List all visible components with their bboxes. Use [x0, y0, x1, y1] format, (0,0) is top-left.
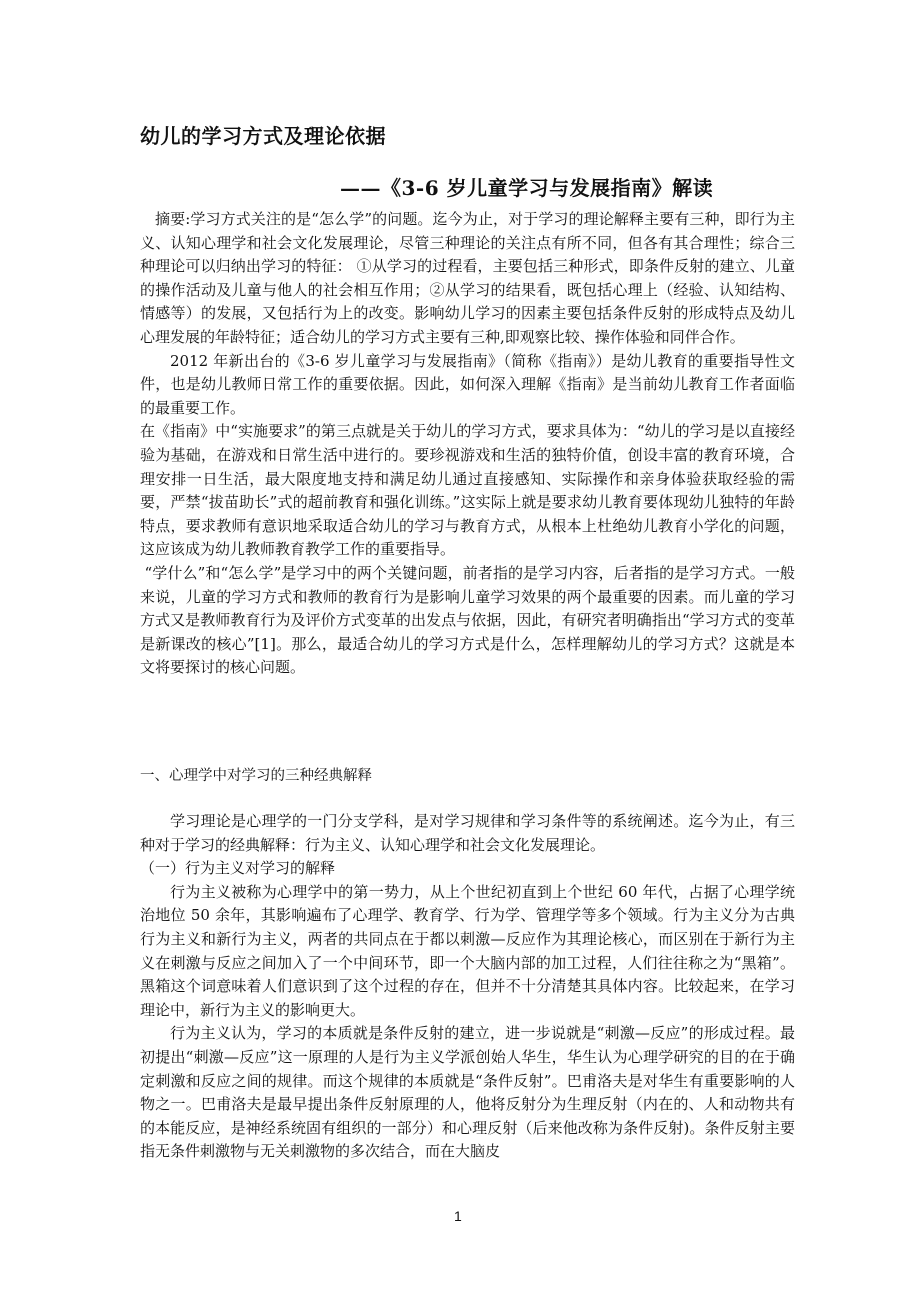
intro-paragraph-3: “学什么”和“怎么学”是学习中的两个关键问题，前者指的是学习内容，后者指的是学习方式。一般来说，儿童的学习方式和教师的教育行为是影响儿童学习效果的两个最重要的因素。而儿童的学习方式又是教师教育行为及评价方式变革的出发点与依据，因此，有研究者明确指出“学习方式的变革是新课改的核心”[1]。那么，最适合幼儿的学习方式是什么，怎样理解幼儿的学习方式？这就是本文将要探讨的核心问题。	[140, 563, 795, 677]
subsection-1-paragraph-1: 行为主义被称为心理学中的第一势力，从上个世纪初直到上个世纪 60 年代，占据了心理学统治地位 50 余年，其影响遍布了心理学、教育学、行为学、管理学等多个领域。行为主义分为古典行为主义和新行为主义，两者的共同点在于都以刺激—反应作为其理论核心，而区别在于新行为主义在刺激与反应之间加入了一个中间环节，即一个大脑内部的加工过程，人们往往称之为“黑箱”。黑箱这个词意味着人们意识到了这个过程的存在，但并不十分清楚其具体内容。比较起来，在学习理论中，新行为主义的影响更大。	[140, 882, 795, 1019]
page-number: 1	[454, 1208, 462, 1224]
section-heading-1: 一、心理学中对学习的三种经典解释	[140, 768, 372, 784]
document-title: 幼儿的学习方式及理论依据	[140, 124, 386, 148]
abstract-block	[140, 208, 795, 680]
section-1-paragraph-1: 学习理论是心理学的一门分支学科，是对学习规律和学习条件等的系统阐述。迄今为止，有三种对于学习的经典解释：行为主义、认知心理学和社会文化发展理论。	[140, 812, 795, 854]
intro-paragraph-1: 2012 年新出台的《3-6 岁儿童学习与发展指南》（简称《指南》）是幼儿教育的重要指导性文件，也是幼儿教师日常工作的重要依据。因此，如何深入理解《指南》是当前幼儿教育工作者面临的最重要工作。	[140, 351, 795, 417]
abstract-paragraph: 摘要:学习方式关注的是“怎么学”的问题。迄今为止，对于学习的理论解释主要有三种，即行为主义、认知心理学和社会文化发展理论，尽管三种理论的关注点有所不同，但各有其合理性；综合三种理论可以归纳出学习的特征： ①从学习的过程看，主要包括三种形式，即条件反射的建立、儿童的操作活动及儿童与他人的社会相互作用；②从学习的结果看，既包括心理上（经验、认知结构、情感等）的发展，又包括行为上的改变。影响幼儿学习的因素主要包括条件反射的形成特点及幼儿心理发展的年龄特征；适合幼儿的学习方式主要有三种,即观察比较、操作体验和同伴合作。	[140, 210, 795, 346]
subsection-1-paragraph-2: 行为主义认为，学习的本质就是条件反射的建立，进一步说就是“刺激—反应”的形成过程。最初提出“刺激—反应”这一原理的人是行为主义学派创始人华生，华生认为心理学研究的目的在于确定刺激和反应之间的规律。而这个规律的本质就是“条件反射”。巴甫洛夫是对华生有重要影响的人物之一。巴甫洛夫是最早提出条件反射原理的人，他将反射分为生理反射（内在的、人和动物共有的本能反应，是神经系统固有组织的一部分）和心理反射（后来他改称为条件反射)。条件反射主要指无条件刺激物与无关刺激物的多次结合，而在大脑皮	[140, 1024, 795, 1161]
document-subtitle: ——《3-6 岁儿童学习与发展指南》解读	[340, 176, 714, 200]
subsection-heading-1: （一）行为主义对学习的解释	[140, 859, 336, 878]
intro-paragraph-2: 在《指南》中“实施要求”的第三点就是关于幼儿的学习方式，要求具体为：“幼儿的学习是以直接经验为基础，在游戏和日常生活中进行的。要珍视游戏和生活的独特价值，创设丰富的教育环境，合理安排一日生活，最大限度地支持和满足幼儿通过直接感知、实际操作和亲身体验获取经验的需要，严禁“拔苗助长”式的超前教育和强化训练。”这实际上就是要求幼儿教育要体现幼儿独特的年龄特点，要求教师有意识地采取适合幼儿的学习与教育方式，从根本上杜绝幼儿教育小学化的问题，这应该成为幼儿教师教育教学工作的重要指导。	[140, 422, 795, 559]
section-1-block	[140, 810, 795, 1164]
